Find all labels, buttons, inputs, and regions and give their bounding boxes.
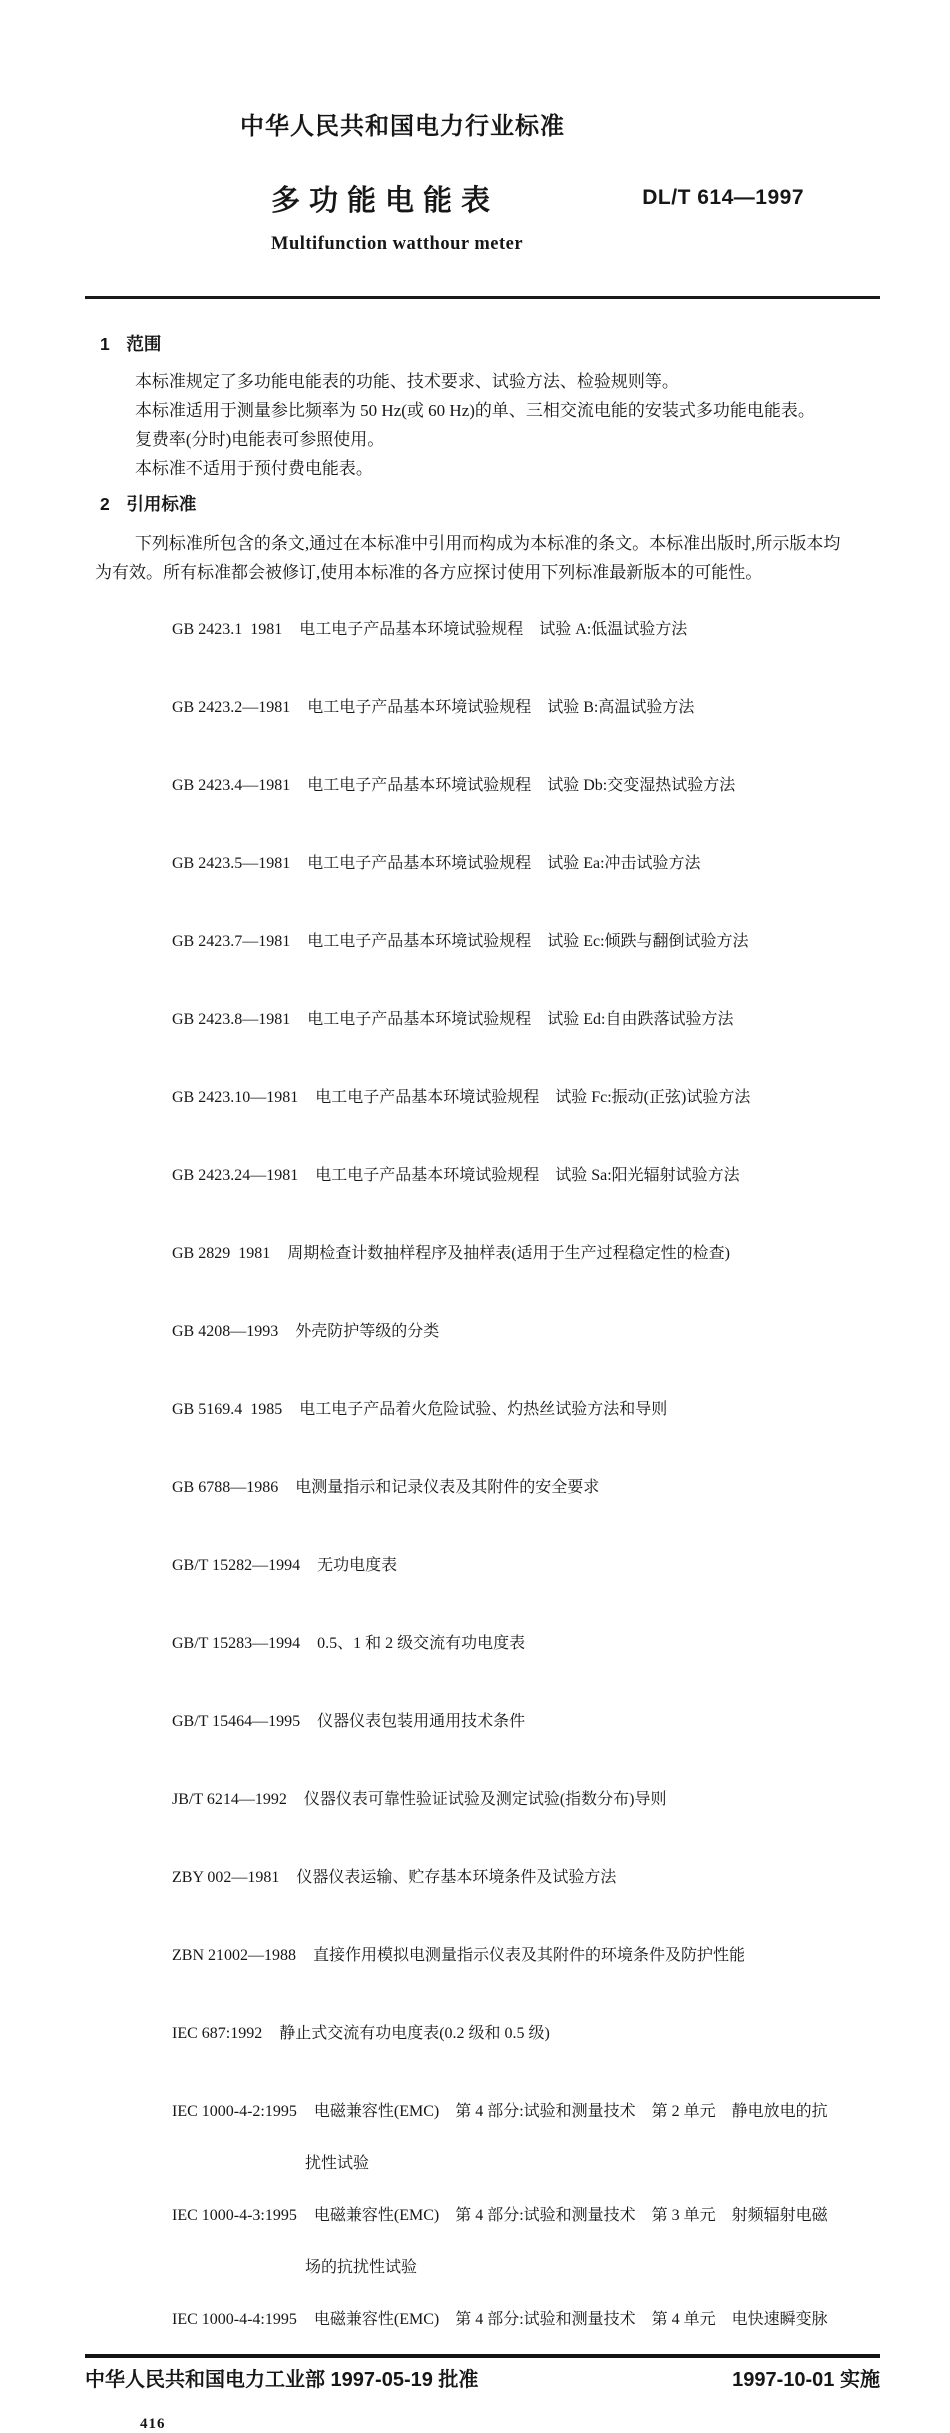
section-number: 1 bbox=[100, 334, 110, 354]
reference-code: GB 2423.7—1981 bbox=[172, 933, 291, 950]
reference-description: 仪器仪表运输、贮存基本环境条件及试验方法 bbox=[296, 1869, 617, 1886]
section-title: 范围 bbox=[126, 334, 162, 354]
title-row bbox=[85, 183, 880, 219]
reference-item bbox=[140, 591, 880, 669]
reference-item bbox=[140, 1995, 880, 2073]
reference-item bbox=[140, 1683, 880, 1761]
reference-description: 电工电子产品基本环境试验规程 试验 A:低温试验方法 bbox=[299, 621, 688, 638]
referenced-standards-list bbox=[140, 591, 880, 2359]
reference-item bbox=[140, 1605, 880, 1683]
standard-number: DL/T 614—1997 bbox=[642, 186, 804, 209]
reference-code: GB 2423.1 1981 bbox=[172, 621, 283, 638]
reference-item bbox=[140, 1839, 880, 1917]
reference-description: 电工电子产品基本环境试验规程 试验 B:高温试验方法 bbox=[307, 699, 695, 716]
reference-description: 无功电度表 bbox=[317, 1557, 398, 1574]
references-intro-line: 为有效。所有标准都会被修订,使用本标准的各方应探讨使用下列标准最新版本的可能性。 bbox=[95, 563, 763, 582]
reference-code: GB/T 15282—1994 bbox=[172, 1557, 301, 1574]
reference-description: 电工电子产品基本环境试验规程 试验 Ec:倾跌与翻倒试验方法 bbox=[307, 933, 749, 950]
reference-code: GB 2423.4—1981 bbox=[172, 777, 291, 794]
reference-description: 0.5、1 和 2 级交流有功电度表 bbox=[317, 1635, 526, 1652]
reference-description: 电工电子产品基本环境试验规程 试验 Fc:振动(正弦)试验方法 bbox=[315, 1089, 751, 1106]
reference-code: IEC 687:1992 bbox=[172, 2025, 263, 2042]
scope-paragraphs bbox=[85, 367, 880, 483]
reference-code: GB 2423.2—1981 bbox=[172, 699, 291, 716]
section-heading-scope bbox=[100, 332, 880, 356]
scope-paragraph: 复费率(分时)电能表可参照使用。 bbox=[134, 430, 385, 449]
scope-paragraph: 本标准适用于测量参比频率为 50 Hz(或 60 Hz)的单、三相交流电能的安装式多功能电能表。 bbox=[134, 401, 815, 420]
reference-description: 电工电子产品基本环境试验规程 试验 Sa:阳光辐射试验方法 bbox=[315, 1167, 740, 1184]
implementation-note: 1997-10-01 实施 bbox=[732, 2369, 880, 2391]
section-number: 2 bbox=[100, 494, 110, 514]
standard-org-line: 中华人民共和国电力行业标准 bbox=[240, 113, 565, 140]
reference-item bbox=[140, 2177, 880, 2281]
references-intro-line: 下列标准所包含的条文,通过在本标准中引用而构成为本标准的条文。本标准出版时,所示版本均 bbox=[134, 534, 841, 553]
reference-description: 外壳防护等级的分类 bbox=[295, 1323, 440, 1340]
reference-description: 电磁兼容性(EMC) 第 4 部分:试验和测量技术 第 3 单元 射频辐射电磁 bbox=[313, 2207, 828, 2224]
reference-description: 电工电子产品基本环境试验规程 试验 Ed:自由跌落试验方法 bbox=[307, 1011, 734, 1028]
reference-description: 仪器仪表包装用通用技术条件 bbox=[317, 1713, 526, 1730]
reference-description: 电工电子产品着火危险试验、灼热丝试验方法和导则 bbox=[299, 1401, 668, 1418]
reference-description: 直接作用模拟电测量指示仪表及其附件的环境条件及防护性能 bbox=[313, 1947, 746, 1964]
reference-code: GB 2423.10—1981 bbox=[172, 1089, 299, 1106]
reference-code: GB 2829 1981 bbox=[172, 1245, 271, 1262]
reference-item bbox=[140, 2073, 880, 2177]
reference-continuation: 扰性试验 bbox=[305, 2155, 370, 2172]
reference-item bbox=[140, 825, 880, 903]
footer-row bbox=[85, 2367, 880, 2393]
reference-code: IEC 1000-4-4:1995 bbox=[172, 2311, 297, 2328]
reference-item bbox=[140, 981, 880, 1059]
approval-note: 中华人民共和国电力工业部 1997-05-19 批准 bbox=[85, 2369, 479, 2391]
page-number: 416 bbox=[140, 2416, 166, 2432]
references-intro bbox=[85, 529, 880, 587]
footer-divider bbox=[85, 2354, 880, 2358]
reference-code: GB 2423.24—1981 bbox=[172, 1167, 299, 1184]
reference-description: 电工电子产品基本环境试验规程 试验 Db:交变湿热试验方法 bbox=[307, 777, 736, 794]
reference-code: GB 2423.8—1981 bbox=[172, 1011, 291, 1028]
reference-description: 电工电子产品基本环境试验规程 试验 Ea:冲击试验方法 bbox=[307, 855, 701, 872]
reference-description: 静止式交流有功电度表(0.2 级和 0.5 级) bbox=[279, 2025, 550, 2042]
reference-item bbox=[140, 903, 880, 981]
reference-code: IEC 1000-4-3:1995 bbox=[172, 2207, 297, 2224]
reference-description: 仪器仪表可靠性验证试验及测定试验(指数分布)导则 bbox=[303, 1791, 667, 1808]
reference-code: GB 4208—1993 bbox=[172, 1323, 279, 1340]
document-page bbox=[0, 112, 950, 2432]
reference-item bbox=[140, 2281, 880, 2359]
reference-item bbox=[140, 1761, 880, 1839]
reference-description: 电磁兼容性(EMC) 第 4 部分:试验和测量技术 第 2 单元 静电放电的抗 bbox=[313, 2103, 828, 2120]
reference-description: 周期检查计数抽样程序及抽样表(适用于生产过程稳定性的检查) bbox=[287, 1245, 730, 1262]
reference-item bbox=[140, 1371, 880, 1449]
reference-description: 电测量指示和记录仪表及其附件的安全要求 bbox=[295, 1479, 600, 1496]
reference-code: GB 6788—1986 bbox=[172, 1479, 279, 1496]
reference-continuation: 场的抗扰性试验 bbox=[305, 2259, 418, 2276]
reference-item bbox=[140, 1449, 880, 1527]
document-title-chinese: 多功能电能表 bbox=[271, 185, 500, 217]
reference-item bbox=[140, 1527, 880, 1605]
section-heading-references bbox=[100, 492, 880, 516]
reference-code: ZBN 21002—1988 bbox=[172, 1947, 296, 1964]
reference-item bbox=[140, 1137, 880, 1215]
reference-item bbox=[140, 1215, 880, 1293]
header-divider bbox=[85, 296, 880, 299]
reference-item bbox=[140, 1293, 880, 1371]
reference-description: 电磁兼容性(EMC) 第 4 部分:试验和测量技术 第 4 单元 电快速瞬变脉 bbox=[313, 2311, 828, 2328]
reference-code: ZBY 002—1981 bbox=[172, 1869, 280, 1886]
reference-code: GB/T 15464—1995 bbox=[172, 1713, 301, 1730]
reference-item bbox=[140, 669, 880, 747]
reference-item bbox=[140, 1059, 880, 1137]
reference-code: JB/T 6214—1992 bbox=[172, 1791, 287, 1808]
reference-code: GB 2423.5—1981 bbox=[172, 855, 291, 872]
reference-item bbox=[140, 1917, 880, 1995]
reference-item bbox=[140, 747, 880, 825]
reference-code: GB/T 15283—1994 bbox=[172, 1635, 301, 1652]
document-title-english: Multifunction watthour meter bbox=[271, 234, 524, 254]
reference-code: GB 5169.4 1985 bbox=[172, 1401, 283, 1418]
scope-paragraph: 本标准不适用于预付费电能表。 bbox=[134, 459, 373, 478]
scope-paragraph: 本标准规定了多功能电能表的功能、技术要求、试验方法、检验规则等。 bbox=[134, 372, 679, 391]
section-title: 引用标准 bbox=[126, 494, 197, 514]
reference-code: IEC 1000-4-2:1995 bbox=[172, 2103, 297, 2120]
